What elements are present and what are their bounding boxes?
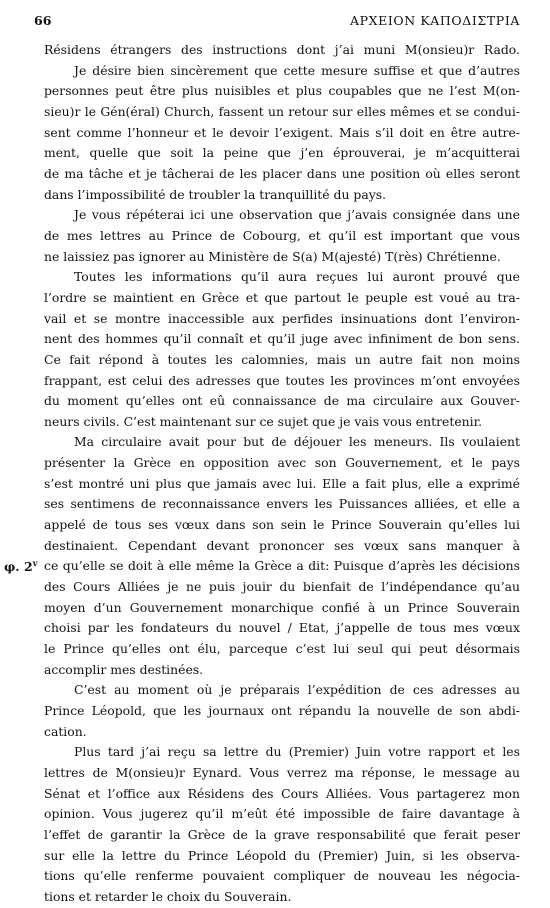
folio-margin-note (4, 558, 37, 574)
page-header (34, 13, 520, 31)
letter-body (44, 40, 520, 908)
text-line: Sénat et l’office aux Résidens des Cours Alliées. Vous partagerez mon (44, 785, 520, 801)
text-line: destinaient. Cependant devant prononcer ses vœux sans manquer à (44, 537, 520, 553)
text-line: appelé de tous ses vœux dans son sein le Prince Souverain qu’elles lui (44, 517, 520, 533)
text-line: ne laissiez pas ignorer au Ministère de S(a) M(ajesté) T(rès) Chrétienne. (44, 248, 501, 264)
text-line: sent comme l’honneur et le devoir l’exigent. Mais s’il doit en être autre- (44, 124, 520, 140)
text-line: tions qu’elle renferme pouvaient compliquer de nouveau les négocia- (44, 868, 520, 884)
text-line: Prince Léopold, que les journaux ont répandu la nouvelle de son abdi- (44, 703, 520, 718)
text-line: cation. (44, 723, 87, 739)
text-line: Plus tard j’ai reçu sa lettre du (Premier) Juin votre rapport et les (74, 744, 520, 760)
folio-label: φ. 2 (4, 559, 33, 575)
text-line: présenter la Grèce en opposition avec son Gouvernement, et le pays (44, 455, 520, 471)
text-line: Ce fait répond à toutes les calomnies, mais un autre fait non moins (44, 351, 520, 367)
text-line: le Prince qu’elles ont élu, parceque c’est lui seul qui peut désormais (44, 641, 520, 657)
text-line: ses sentimens de reconnaissance envers les Puissances alliées, et elle a (44, 496, 520, 512)
text-line: des Cours Alliées je ne puis jouir du bienfait de l’indépendance qu’au (44, 579, 520, 595)
folio-verso-mark: v (32, 558, 38, 568)
text-line: personnes peut être plus nuisibles et plus coupables que ne l’est M(on- (44, 83, 520, 99)
text-line: opinion. Vous jugerez qu’il m’eût été impossible de faire davantage à (44, 806, 520, 822)
text-line: choisi par les fondateurs du nouvel / Etat, j’appelle de tous mes vœux (44, 620, 520, 636)
text-line: l’ordre se maintient en Grèce et que partout le peuple est voué au tra- (44, 289, 520, 305)
text-line: l’effet de garantir la Grèce de la grave responsabilité que ferait peser (44, 826, 520, 842)
text-line: neurs civils. C’est maintenant sur ce sujet que je vais vous entretenir. (44, 413, 483, 429)
text-line: s’est montré uni plus que jamais avec lui. Elle a fait plus, elle a exprimé (44, 475, 520, 491)
text-line: dans l’impossibilité de troubler la tranquillité du pays. (44, 186, 387, 202)
text-line: frappant, est celui des adresses que toutes les provinces m’ont envoyées (44, 372, 520, 388)
text-line: Ma circulaire avait pour but de déjouer les meneurs. Ils voulaient (74, 434, 520, 450)
running-title: ΑΡΧΕΙΟΝ ΚΑΠΟΔΙΣΤΡΙΑ (350, 13, 520, 28)
text-line: C’est au moment où je préparais l’expédition de ces adresses au (74, 682, 520, 698)
text-line: nent des hommes qu’il connaît et qu’il juge avec infiniment de bon sens. (44, 331, 520, 347)
text-line: ment, quelle que soit la peine que j’en éprouverai, je m’acquitterai (44, 145, 520, 161)
text-line: Je vous répéterai ici une observation que j’avais consignée dans une (74, 207, 520, 223)
text-line: moyen d’un Gouvernement monarchique confié à un Prince Souverain (44, 599, 520, 615)
text-line: du moment qu’elles ont eû connaissance de ma circulaire aux Gouver- (44, 393, 520, 409)
text-line: Je désire bien sincèrement que cette mesure suffise et que d’autres (74, 62, 520, 78)
text-line: Résidens étrangers des instructions dont j’ai muni M(onsieu)r Rado. (44, 42, 520, 57)
text-line: vail et se montre inaccessible aux perfides insinuations dont l’environ- (44, 310, 520, 326)
text-line: de ma tâche et je tâcherai de les placer dans une position où elles seront (44, 165, 520, 181)
text-line: sieu)r le Gén(éral) Church, fassent un retour sur elles mêmes et se condui- (44, 103, 520, 119)
text-line: Toutes les informations qu’il aura reçues lui auront prouvé que (74, 269, 520, 285)
text-line: de mes lettres au Prince de Cobourg, et qu’il est important que vous (44, 227, 520, 243)
text-line: ce qu’elle se doit à elle même la Grèce a dit: Puisque d’après les décisions (44, 558, 520, 574)
page-number: 66 (34, 13, 52, 28)
text-line: tions et retarder le choix du Souverain. (44, 888, 292, 904)
text-line: lettres de M(onsieu)r Eynard. Vous verrez ma réponse, le message au (44, 764, 520, 780)
text-line: sur elle la lettre du Prince Léopold du (Premier) Juin, si les observa- (44, 847, 520, 863)
text-line: accomplir mes destinées. (44, 661, 204, 677)
